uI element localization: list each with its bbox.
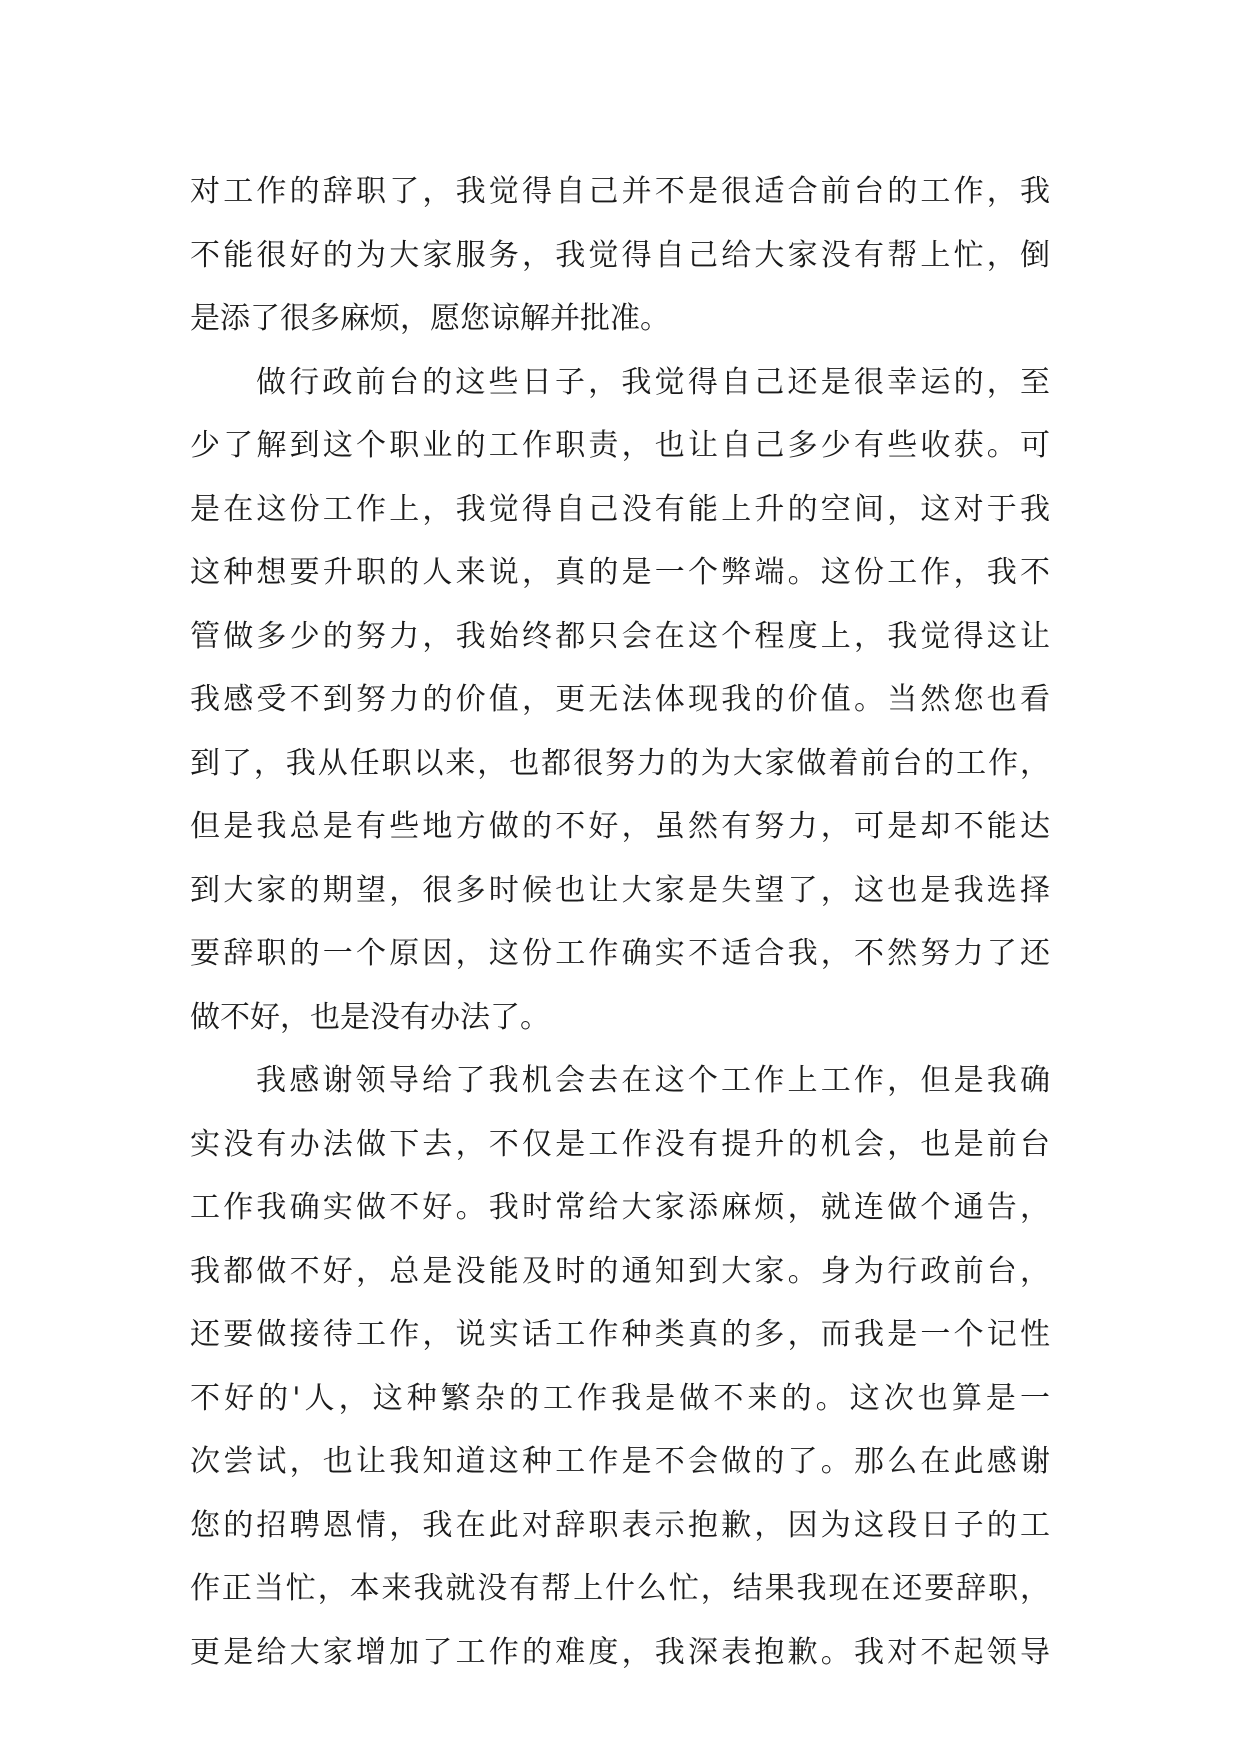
text-line: 实没有办法做下去，不仅是工作没有提升的机会，也是前台	[190, 1126, 1050, 1162]
text-line: 做行政前台的这些日子，我觉得自己还是很幸运的，至	[256, 364, 1050, 400]
text-line: 还要做接待工作，说实话工作种类真的多，而我是一个记性	[190, 1317, 1050, 1352]
body-text	[190, 160, 1050, 1684]
text-line: 这种想要升职的人来说，真的是一个弊端。这份工作，我不	[190, 555, 1050, 590]
text-line: 我感谢领导给了我机会去在这个工作上工作，但是我确	[256, 1063, 1050, 1098]
text-line: 工作我确实做不好。我时常给大家添麻烦，就连做个通告，	[190, 1190, 1050, 1225]
text-line: 作正当忙，本来我就没有帮上什么忙，结果我现在还要辞职，	[190, 1571, 1050, 1606]
text-line: 是添了很多麻烦，愿您谅解并批准。	[190, 301, 670, 336]
text-line: 更是给大家增加了工作的难度，我深表抱歉。我对不起领导	[190, 1634, 1050, 1670]
text-line: 到了，我从任职以来，也都很努力的为大家做着前台的工作，	[190, 745, 1050, 781]
text-line: 您的招聘恩情，我在此对辞职表示抱歉，因为这段日子的工	[190, 1507, 1050, 1543]
text-line: 不能很好的为大家服务，我觉得自己给大家没有帮上忙，倒	[190, 237, 1050, 273]
text-line: 但是我总是有些地方做的不好，虽然有努力，可是却不能达	[190, 809, 1050, 844]
text-line: 我都做不好，总是没能及时的通知到大家。身为行政前台，	[190, 1253, 1050, 1289]
text-line: 管做多少的努力，我始终都只会在这个程度上，我觉得这让	[190, 618, 1050, 654]
text-line: 次尝试，也让我知道这种工作是不会做的了。那么在此感谢	[190, 1444, 1050, 1479]
text-line: 不好的'人，这种繁杂的工作我是做不来的。这次也算是一	[190, 1380, 1050, 1416]
text-line: 少了解到这个职业的工作职责，也让自己多少有些收获。可	[190, 428, 1050, 463]
text-line: 对工作的辞职了，我觉得自己并不是很适合前台的工作，我	[190, 174, 1050, 209]
text-line: 做不好，也是没有办法了。	[190, 999, 550, 1035]
text-line: 我感受不到努力的价值，更无法体现我的价值。当然您也看	[190, 682, 1050, 717]
text-line: 到大家的期望，很多时候也让大家是失望了，这也是我选择	[190, 872, 1050, 908]
text-line: 要辞职的一个原因，这份工作确实不适合我，不然努力了还	[190, 936, 1050, 971]
text-line: 是在这份工作上，我觉得自己没有能上升的空间，这对于我	[190, 491, 1050, 527]
